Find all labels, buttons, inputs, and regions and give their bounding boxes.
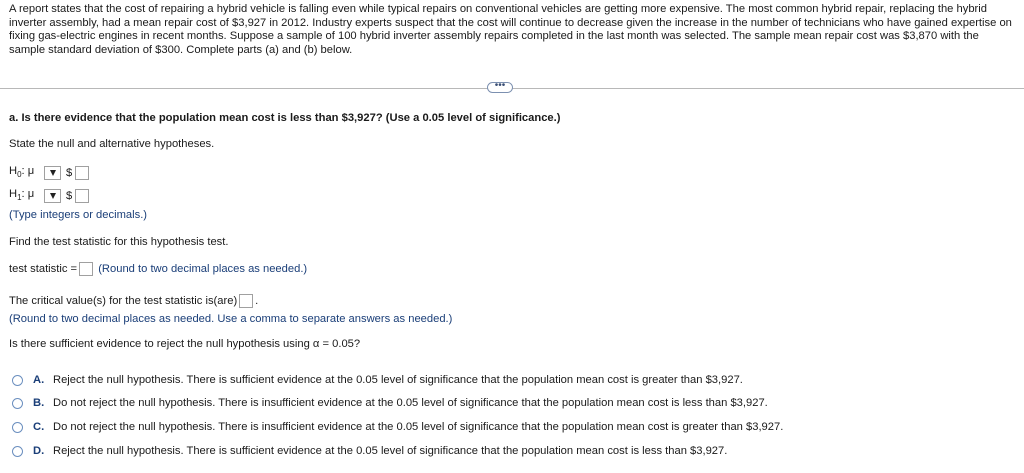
dollar-sign: $ [66,166,73,179]
h1-row [9,188,89,203]
h1-operator-dropdown[interactable] [44,189,61,203]
test-statistic-input[interactable] [79,262,93,276]
h1-value-input[interactable] [75,189,89,203]
critical-value-label: The critical value(s) for the test statistic is(are) [9,294,238,307]
h0-value-input[interactable] [75,166,89,180]
option-a-text: Reject the null hypothesis. There is sufficient evidence at the 0.05 level of significance that the population mean cost is greater than $3,927. [53,374,743,386]
h1-label: $H_1$: μ [9,188,35,203]
option-a-letter: A. [33,374,45,386]
h0-operator-dropdown[interactable] [44,166,61,180]
option-c-letter: C. [33,421,45,433]
test-statistic-row [9,262,307,276]
radio-option-a[interactable] [12,375,23,386]
radio-option-b[interactable] [12,398,23,409]
option-a[interactable] [12,374,743,386]
radio-option-d[interactable] [12,446,23,457]
sufficient-evidence-question: Is there sufficient evidence to reject the null hypothesis using α = 0.05? [9,338,361,350]
problem-statement: A report states that the cost of repairing a hybrid vehicle is falling even while typical repairs on conventional vehicles are getting more expensive. The most common hybrid repair, replacing the hybrid inverter assembly, had a mean repair cost of $3,927 in 2012. Industry experts suspect that the cost will continue to decrease given the increase in the number of technicians who have gained expertise on fixing gas-electric engines in recent months. Suppose a sample of 100 hybrid inverter assembly repairs completed in the last month was selected. The sample mean repair cost was $3,870 with the sample standard deviation of $300. Complete parts (a) and (b) below. [9,3,1012,56]
critical-value-hint: (Round to two decimal places as needed. Use a comma to separate answers as needed.) [9,313,453,325]
option-b-text: Do not reject the null hypothesis. There is insufficient evidence at the 0.05 level of significance that the population mean cost is less than $3,927. [53,397,768,409]
critical-value-input[interactable] [239,294,253,308]
dollar-sign: $ [66,189,73,202]
state-hypotheses-label: State the null and alternative hypotheses. [9,138,215,150]
test-statistic-label: test statistic = [9,262,78,275]
more-button[interactable]: ••• [487,82,513,93]
option-b-letter: B. [33,397,45,409]
option-c-text: Do not reject the null hypothesis. There is insufficient evidence at the 0.05 level of significance that the population mean cost is greater than $3,927. [53,421,784,433]
chevron-down-icon [50,193,56,199]
h0-label: $H_0$: μ [9,165,35,180]
h0-row [9,165,89,180]
chevron-down-icon [50,170,56,176]
critical-value-row [9,294,258,308]
type-hint: (Type integers or decimals.) [9,209,148,221]
radio-option-c[interactable] [12,422,23,433]
part-a-question: a. Is there evidence that the population mean cost is less than $3,927? (Use a 0.05 level of significance.) [9,112,561,124]
test-statistic-hint: (Round to two decimal places as needed.) [98,262,308,275]
option-d[interactable] [12,445,727,457]
find-test-stat-label: Find the test statistic for this hypothesis test. [9,236,229,248]
option-b[interactable] [12,397,768,409]
critical-period: . [255,294,259,307]
option-d-text: Reject the null hypothesis. There is sufficient evidence at the 0.05 level of significance that the population mean cost is less than $3,927. [53,445,728,457]
option-d-letter: D. [33,445,45,457]
option-c[interactable] [12,421,783,433]
